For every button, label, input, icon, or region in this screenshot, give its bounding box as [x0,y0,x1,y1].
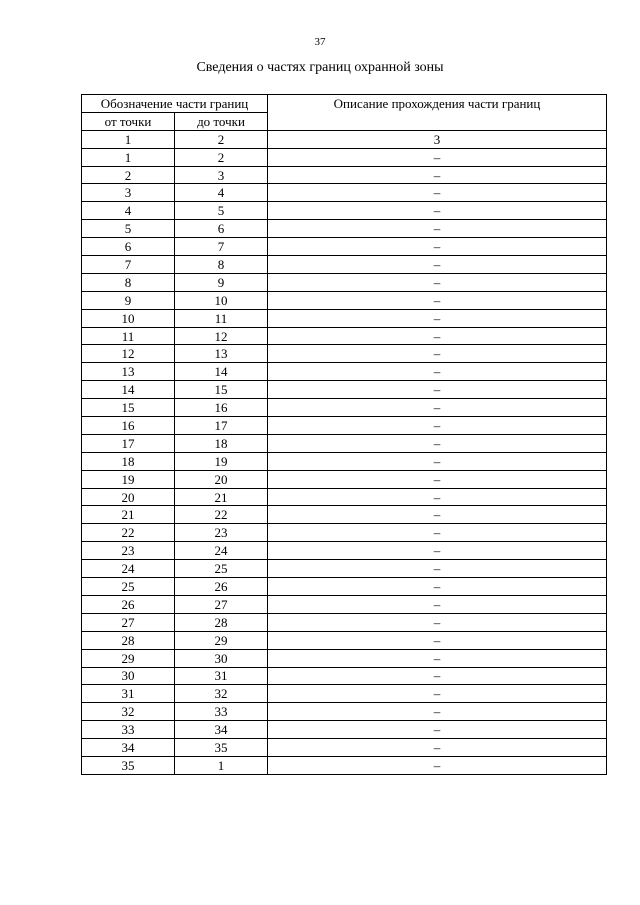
to-point-cell: 33 [175,703,268,721]
from-point-cell: 15 [82,399,175,417]
table-row [82,721,607,739]
description-cell: – [268,452,607,470]
table-row [82,273,607,291]
description-cell: – [268,256,607,274]
description-cell: – [268,756,607,774]
table-row [82,542,607,560]
table-row [82,578,607,596]
description-cell: – [268,309,607,327]
to-point-cell: 34 [175,721,268,739]
to-point-cell: 25 [175,560,268,578]
table-row [82,291,607,309]
to-point-cell: 16 [175,399,268,417]
table-row [82,434,607,452]
column-index: 2 [175,130,268,148]
table-row [82,381,607,399]
description-cell: – [268,739,607,757]
header-from-point: от точки [82,112,175,130]
table-row [82,560,607,578]
table-row [82,613,607,631]
header-to-point: до точки [175,112,268,130]
from-point-cell: 22 [82,524,175,542]
from-point-cell: 7 [82,256,175,274]
from-point-cell: 14 [82,381,175,399]
to-point-cell: 17 [175,417,268,435]
to-point-cell: 6 [175,220,268,238]
to-point-cell: 32 [175,685,268,703]
from-point-cell: 13 [82,363,175,381]
table-row [82,595,607,613]
table-row [82,238,607,256]
to-point-cell: 15 [175,381,268,399]
from-point-cell: 16 [82,417,175,435]
table-row [82,756,607,774]
from-point-cell: 17 [82,434,175,452]
to-point-cell: 24 [175,542,268,560]
description-cell: – [268,703,607,721]
table-row [82,667,607,685]
header-boundary-designation: Обозначение части границ [82,95,268,113]
description-cell: – [268,238,607,256]
to-point-cell: 30 [175,649,268,667]
from-point-cell: 28 [82,631,175,649]
from-point-cell: 3 [82,184,175,202]
description-cell: – [268,560,607,578]
from-point-cell: 5 [82,220,175,238]
description-cell: – [268,470,607,488]
to-point-cell: 22 [175,506,268,524]
description-cell: – [268,542,607,560]
description-cell: – [268,613,607,631]
description-cell: – [268,685,607,703]
to-point-cell: 20 [175,470,268,488]
to-point-cell: 21 [175,488,268,506]
from-point-cell: 6 [82,238,175,256]
description-cell: – [268,327,607,345]
table-row [82,631,607,649]
boundary-parts-table [81,94,607,775]
from-point-cell: 12 [82,345,175,363]
table-row [82,202,607,220]
table-header-row [82,95,607,113]
table-body [82,130,607,774]
to-point-cell: 13 [175,345,268,363]
to-point-cell: 10 [175,291,268,309]
from-point-cell: 31 [82,685,175,703]
to-point-cell: 26 [175,578,268,596]
description-cell: – [268,345,607,363]
description-cell: – [268,363,607,381]
table-row [82,399,607,417]
from-point-cell: 27 [82,613,175,631]
from-point-cell: 20 [82,488,175,506]
description-cell: – [268,667,607,685]
table-row [82,417,607,435]
column-index-row [82,130,607,148]
to-point-cell: 14 [175,363,268,381]
to-point-cell: 3 [175,166,268,184]
table-row [82,685,607,703]
description-cell: – [268,506,607,524]
page-number: 37 [314,36,326,48]
header-boundary-description: Описание прохождения части границ [268,95,607,131]
description-cell: – [268,166,607,184]
to-point-cell: 27 [175,595,268,613]
table-row [82,256,607,274]
to-point-cell: 7 [175,238,268,256]
description-cell: – [268,220,607,238]
table-row [82,363,607,381]
from-point-cell: 18 [82,452,175,470]
description-cell: – [268,595,607,613]
from-point-cell: 21 [82,506,175,524]
from-point-cell: 29 [82,649,175,667]
table-row [82,649,607,667]
to-point-cell: 35 [175,739,268,757]
description-cell: – [268,578,607,596]
table-row [82,327,607,345]
description-cell: – [268,434,607,452]
to-point-cell: 28 [175,613,268,631]
column-index: 1 [82,130,175,148]
from-point-cell: 2 [82,166,175,184]
description-cell: – [268,721,607,739]
table-row [82,184,607,202]
from-point-cell: 8 [82,273,175,291]
to-point-cell: 19 [175,452,268,470]
from-point-cell: 26 [82,595,175,613]
document-title: Сведения о частях границ охранной зоны [196,60,444,75]
description-cell: – [268,202,607,220]
from-point-cell: 23 [82,542,175,560]
from-point-cell: 10 [82,309,175,327]
description-cell: – [268,417,607,435]
table-row [82,148,607,166]
description-cell: – [268,649,607,667]
description-cell: – [268,148,607,166]
description-cell: – [268,273,607,291]
table-row [82,506,607,524]
from-point-cell: 25 [82,578,175,596]
from-point-cell: 34 [82,739,175,757]
from-point-cell: 24 [82,560,175,578]
from-point-cell: 35 [82,756,175,774]
column-index: 3 [268,130,607,148]
table-row [82,739,607,757]
from-point-cell: 1 [82,148,175,166]
from-point-cell: 32 [82,703,175,721]
to-point-cell: 8 [175,256,268,274]
description-cell: – [268,488,607,506]
table-row [82,309,607,327]
to-point-cell: 9 [175,273,268,291]
table-row [82,703,607,721]
to-point-cell: 11 [175,309,268,327]
to-point-cell: 23 [175,524,268,542]
table-row [82,470,607,488]
from-point-cell: 19 [82,470,175,488]
to-point-cell: 1 [175,756,268,774]
description-cell: – [268,381,607,399]
table-row [82,345,607,363]
to-point-cell: 18 [175,434,268,452]
description-cell: – [268,399,607,417]
from-point-cell: 9 [82,291,175,309]
from-point-cell: 4 [82,202,175,220]
table-row [82,488,607,506]
table-row [82,166,607,184]
to-point-cell: 2 [175,148,268,166]
from-point-cell: 33 [82,721,175,739]
description-cell: – [268,631,607,649]
table-row [82,452,607,470]
from-point-cell: 11 [82,327,175,345]
description-cell: – [268,524,607,542]
to-point-cell: 4 [175,184,268,202]
table-row [82,524,607,542]
from-point-cell: 30 [82,667,175,685]
to-point-cell: 12 [175,327,268,345]
to-point-cell: 31 [175,667,268,685]
table-row [82,220,607,238]
description-cell: – [268,291,607,309]
to-point-cell: 29 [175,631,268,649]
description-cell: – [268,184,607,202]
to-point-cell: 5 [175,202,268,220]
